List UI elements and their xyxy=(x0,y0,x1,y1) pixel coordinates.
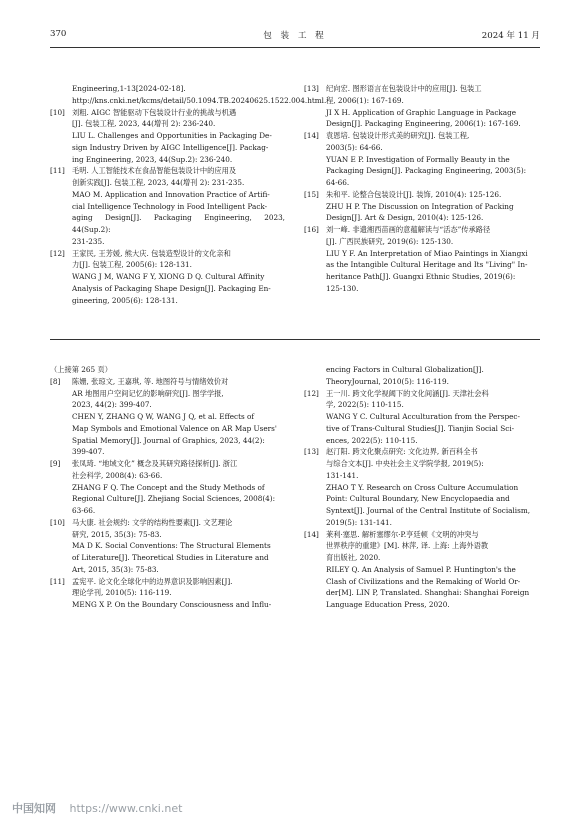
reference-line: 王家民, 王芳媛, 熊大庆. 包装造型设计的文化亲和 xyxy=(72,248,231,258)
reference-line: Analysis of Packaging Shape Design[J]. Packaging En- xyxy=(72,283,271,293)
reference-number: [16] xyxy=(304,225,319,234)
reference-line: cial Intelligence Technology in Food Intelligent Pack- xyxy=(72,201,268,211)
reference-line: 2003(5): 64-66. xyxy=(326,142,383,152)
reference-line: AR 地图用户空间记忆的影响研究[J]. 图学学报, xyxy=(72,388,224,398)
reference-line: 125-130. xyxy=(326,283,359,293)
reference-line: RILEY Q. An Analysis of Samuel P. Huntington's the xyxy=(326,564,516,574)
reference-line: Art, 2015, 35(3): 75-83. xyxy=(72,564,159,574)
reference-number: [11] xyxy=(50,576,65,586)
reference-line: Regional Culture[J]. Zhejiang Social Sciences, 2008(4): xyxy=(72,494,276,504)
reference-line: Spatial Memory[J]. Journal of Graphics, 2023, 44(2): xyxy=(72,435,265,445)
reference-line: tive of Trans-Cultural Studies[J]. Tianjin Social Sci- xyxy=(326,423,515,433)
reference-line: Clash of Civilizations and the Remaking of World Or- xyxy=(326,576,521,586)
reference-entry xyxy=(304,83,540,130)
reference-line: 力[J]. 包装工程, 2005(6): 128-131. xyxy=(72,260,192,270)
reference-line: 刘一峰. 非遗湘西苗画的意蕴解读与“活态”传承路径 xyxy=(326,225,491,234)
reference-entry xyxy=(50,248,285,307)
reference-line: 学, 2022(5): 110-115. xyxy=(326,400,404,410)
reference-number: [9] xyxy=(50,459,61,468)
reference-line: heritance Path[J]. Guangxi Ethnic Studies, 2019(6): xyxy=(326,272,516,281)
reference-number: [14] xyxy=(304,529,319,539)
reference-line: Syntext[J]. Journal of the Central Institute of Socialism, xyxy=(326,506,530,515)
reference-line: 64-66. xyxy=(326,178,350,187)
reference-line: 刘粗. AIGC 智能驱动下包装设计行业的挑战与机遇 xyxy=(72,107,237,117)
cnki-url: https://www.cnki.net xyxy=(69,802,183,815)
reference-line: 陈姗, 张琼文, 王嘉琪, 等. 地图符号与情绪效价对 xyxy=(72,376,229,386)
reference-line: detail/50.1094.TB.20240625.1522.004.html. xyxy=(163,95,327,105)
reference-entry xyxy=(50,165,285,247)
reference-line: CHEN Y, ZHANG Q W, WANG J Q, et al. Effects of xyxy=(72,412,255,421)
reference-line: JI X H. Application of Graphic Language in Package xyxy=(326,107,517,117)
reference-number: [11] xyxy=(50,166,65,176)
reference-entry xyxy=(304,388,540,447)
reference-line: 社会科学, 2008(4): 63-66. xyxy=(72,470,163,480)
reference-line: 毛明. 人工智能技术在食品智能包装设计中的应用及 xyxy=(72,166,237,176)
reference-line: der[M]. LIN P, Translated. Shanghai: Shanghai Foreign xyxy=(326,588,530,598)
reference-line: 程, 2006(1): 167-169. xyxy=(326,95,404,105)
reference-line: 63-66. xyxy=(72,506,96,515)
reference-line: MENG X P. On the Boundary Consciousness and Influ- xyxy=(72,600,272,609)
reference-line: ZHAO T Y. Research on Cross Culture Accumulation xyxy=(326,482,519,492)
reference-line: Map Symbols and Emotional Valence on AR Map Users' xyxy=(72,423,277,433)
reference-line: ZHANG F Q. The Concept and the Study Methods of xyxy=(72,482,265,492)
issue-date: 2024 年 11 月 xyxy=(481,31,540,41)
reference-line: 孟宪平. 论文化全球化中的边界意识及影响因素[J]. xyxy=(72,576,233,586)
running-header xyxy=(50,29,540,45)
reference-number: [14] xyxy=(304,131,319,140)
reference-line: 马大康. 社会规约: 文学的结构性要素[J]. 文艺理论 xyxy=(72,517,233,527)
reference-line: 王一川. 跨文化学视阈下的文化间涵[J]. 天津社会科 xyxy=(326,388,489,398)
reference-line: Engineering,1-13[2024-02-18]. http://kns.cnki.net/kcms/ xyxy=(72,84,186,105)
reference-line: Design[J]. Packaging Engineering, 2006(1): 167-169. xyxy=(326,119,521,129)
references-top-right xyxy=(304,83,540,295)
reference-line: Packaging Design[J]. Packaging Engineering, 2003(5): xyxy=(326,166,527,176)
page-number: 370 xyxy=(50,29,67,39)
reference-number: [8] xyxy=(50,376,61,386)
reference-line: 纪向宏. 图形语言在包装设计中的应用[J]. 包装工 xyxy=(326,84,482,93)
reference-entry xyxy=(50,107,285,166)
reference-line: Language Education Press, 2020. xyxy=(326,600,450,609)
reference-line: sign Industry Driven by AIGC Intelligence[J]. Packag- xyxy=(72,142,269,152)
reference-line: [J]. 包装工程, 2023, 44(增刊 2): 236-240. xyxy=(72,119,216,129)
reference-line: LIU Y F. An Interpretation of Miao Paintings in Xiangxi xyxy=(326,248,528,258)
reference-line: 赵汀阳. 跨文化聚点研究: 文化边界, 新百科全书 xyxy=(326,447,478,457)
reference-number: [13] xyxy=(304,447,319,457)
continued-from-note: （上接第 265 页） xyxy=(50,365,112,374)
reference-line: ZHU H P. The Discussion on Integration of Packing xyxy=(326,201,514,211)
reference-line: 袁恩培. 包装设计形式美的研究[J]. 包装工程, xyxy=(326,131,470,140)
reference-entry xyxy=(304,130,540,189)
reference-entry xyxy=(304,189,540,224)
reference-line: ences, 2022(5): 110-115. xyxy=(326,435,418,445)
reference-continuation xyxy=(304,364,540,388)
article-divider xyxy=(50,339,540,340)
reference-line: 2019(5): 131-141. xyxy=(326,517,392,527)
reference-entry xyxy=(304,224,540,295)
reference-entry xyxy=(50,458,285,517)
reference-line: Point: Cultural Boundary, New Encyclopaedia and xyxy=(326,494,510,504)
reference-line: 研究, 2015, 35(3): 75-83. xyxy=(72,529,162,539)
reference-entry xyxy=(304,529,540,611)
reference-line: Journal, 2010(5): 116-119. xyxy=(351,376,449,386)
reference-line: WANG J M, WANG F Y, XIONG D Q. Cultural Affinity xyxy=(72,272,265,281)
reference-number: [10] xyxy=(50,107,65,117)
references-bottom-right xyxy=(304,364,540,611)
watermark-footer xyxy=(12,800,182,816)
reference-entry xyxy=(304,446,540,528)
cnki-logo: 中国知网 xyxy=(12,802,56,815)
reference-line: WANG Y C. Cultural Acculturation from the Perspec- xyxy=(326,412,520,421)
reference-line: 张凤琦. “地域文化” 概念及其研究路径探析[J]. 浙江 xyxy=(72,459,238,468)
reference-number: [12] xyxy=(50,248,65,258)
reference-line: 世界秩序的重建》[M]. 林萍, 译. 上海: 上海外语教 xyxy=(326,541,489,551)
reference-entry xyxy=(50,517,285,576)
journal-title: 包 装 工 程 xyxy=(263,31,327,41)
reference-line: 2023, 44(2): 399-407. xyxy=(72,400,152,410)
reference-continuation xyxy=(50,83,327,107)
reference-number: [13] xyxy=(304,84,319,93)
reference-line: 理论学刊, 2010(5): 116-119. xyxy=(72,588,172,598)
header-rule xyxy=(50,47,540,48)
reference-line: 131-141. xyxy=(326,470,359,480)
reference-line: ing Engineering, 2023, 44(Sup.2): 236-240. xyxy=(72,154,233,164)
reference-line: as the Intangible Cultural Heritage and Its "Living" In- xyxy=(326,260,528,270)
reference-line: 莱利·塞思. 解析塞缪尔·P.亨廷顿《文明的冲突与 xyxy=(326,529,479,539)
reference-line: 朱和平. 论整合包装设计[J]. 装饰, 2010(4): 125-126. xyxy=(326,189,502,199)
reference-line: encing Factors in Cultural Globalization[J]. Theory xyxy=(326,365,484,386)
reference-line: of Literature[J]. Theoretical Studies in Literature and xyxy=(72,553,269,562)
reference-line: MA D K. Social Conventions: The Structural Elements xyxy=(72,541,271,551)
reference-line: LIU L. Challenges and Opportunities in Packaging De- xyxy=(72,131,272,140)
reference-line: [J]. 广西民族研究, 2019(6): 125-130. xyxy=(326,236,454,246)
reference-line: aging Design[J]. Packaging Engineering, 2023, 44(Sup.2): xyxy=(72,213,285,234)
reference-number: [12] xyxy=(304,388,319,398)
reference-line: 231-235. xyxy=(72,236,105,246)
reference-number: [10] xyxy=(50,517,65,527)
reference-line: MAO M. Application and Innovation Practice of Artifi- xyxy=(72,189,270,199)
reference-number: [15] xyxy=(304,189,319,199)
reference-line: 与综合文本[J]. 中央社会主义学院学报, 2019(5): xyxy=(326,459,484,468)
reference-line: 399-407. xyxy=(72,447,105,457)
reference-line: 育出版社, 2020. xyxy=(326,553,381,562)
references-bottom-left xyxy=(50,364,285,611)
reference-line: YUAN E P. Investigation of Formally Beauty in the xyxy=(326,154,510,164)
reference-line: 创新实践[J]. 包装工程, 2023, 44(增刊 2): 231-235. xyxy=(72,178,245,187)
reference-line: Design[J]. Art & Design, 2010(4): 125-126. xyxy=(326,213,484,223)
reference-entry xyxy=(50,576,285,611)
reference-entry xyxy=(50,376,285,458)
reference-line: gineering, 2005(6): 128-131. xyxy=(72,295,178,305)
